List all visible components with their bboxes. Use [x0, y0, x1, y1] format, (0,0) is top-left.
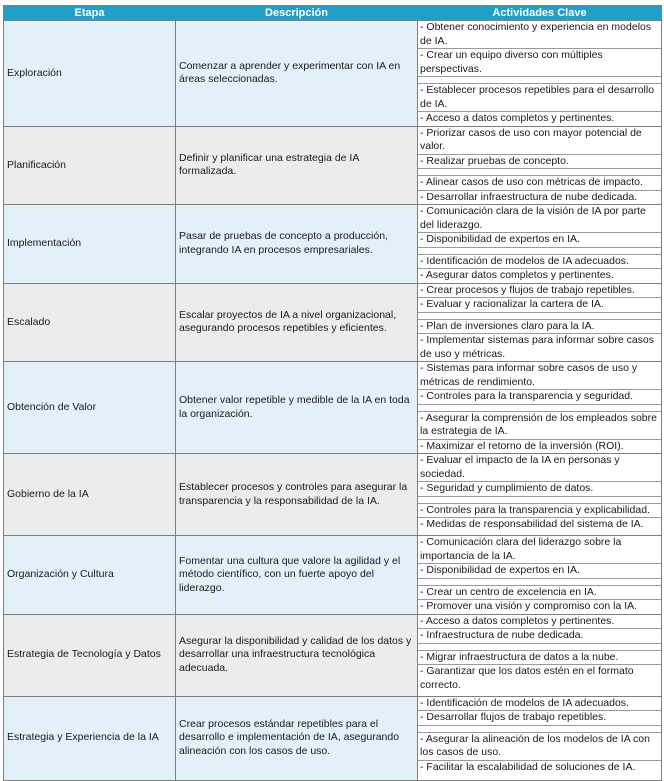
description-cell: Asegurar la disponibilidad y calidad de los datos y desarrollar una infraestructura tecnológica adecuada.: [176, 614, 418, 696]
table-row: [4, 126, 662, 205]
description-cell: Comenzar a aprender y experimentar con IA en áreas seleccionadas.: [176, 21, 418, 127]
activity-item: - Alinear casos de uso con métricas de impacto.: [418, 176, 661, 191]
activity-item: - Implementar sistemas para informar sobre casos de uso y métricas.: [420, 334, 654, 360]
table-row: [4, 614, 662, 696]
activity-item: - Desarrollar infraestructura de nube dedicada.: [420, 190, 638, 203]
activity-spacer: [418, 726, 661, 733]
table-row: [4, 536, 662, 615]
activity-spacer: [418, 248, 661, 255]
activity-item: - Acceso a datos completos y pertinentes.: [420, 112, 615, 124]
activity-item: - Identificación de modelos de IA adecuados.: [418, 697, 661, 712]
activity-item: - Desarrollar flujos de trabajo repetibles.: [418, 711, 661, 726]
activity-item: - Promover una visión y compromiso con la IA.: [420, 600, 638, 612]
activities-cell: [418, 21, 662, 127]
activity-item: - Maximizar el retorno de la inversión (ROI).: [420, 439, 624, 452]
description-cell: Establecer procesos y controles para asegurar la transparencia y la responsabilidad de la IA.: [176, 454, 418, 536]
activity-spacer: [418, 497, 661, 504]
activity-item: - Obtener conocimiento y experiencia en modelos de IA.: [418, 21, 661, 49]
activity-spacer: [418, 644, 661, 651]
activity-item: - Comunicación clara de la visión de IA por parte del liderazgo.: [418, 205, 661, 233]
stage-cell: Planificación: [4, 126, 176, 205]
activities-cell: [418, 362, 662, 454]
stage-cell: Gobierno de la IA: [4, 454, 176, 536]
activity-spacer: [418, 405, 661, 412]
activity-item: - Medidas de responsabilidad del sistema de IA.: [420, 518, 644, 530]
description-cell: Escalar proyectos de IA a nivel organizacional, asegurando procesos repetibles y eficientes.: [176, 283, 418, 362]
activity-item: - Sistemas para informar sobre casos de uso y métricas de rendimiento.: [418, 362, 661, 390]
activity-item: - Facilitar la escalabilidad de soluciones de IA.: [420, 760, 636, 773]
stage-cell: Estrategia de Tecnología y Datos: [4, 614, 176, 696]
activities-cell: [418, 126, 662, 205]
activity-item: - Migrar infraestructura de datos a la nube.: [418, 651, 661, 666]
description-cell: Crear procesos estándar repetibles para el desarrollo e implementación de IA, asegurando alineación con los casos de uso.: [176, 696, 418, 780]
stages-table: [3, 5, 662, 781]
table-row: [4, 454, 662, 536]
activity-item: - Evaluar el impacto de la IA en personas y sociedad.: [418, 454, 661, 482]
description-cell: Obtener valor repetible y medible de la IA en toda la organización.: [176, 362, 418, 454]
activity-item: - Establecer procesos repetibles para el desarrollo de IA.: [418, 84, 661, 112]
table-row: [4, 21, 662, 127]
activity-item: - Realizar pruebas de concepto.: [418, 155, 661, 170]
activities-cell: [418, 205, 662, 284]
table-row: [4, 362, 662, 454]
activity-item: - Controles para la transparencia y seguridad.: [418, 390, 661, 405]
activities-cell: [418, 283, 662, 362]
activity-spacer: [418, 169, 661, 176]
description-cell: Fomentar una cultura que valore la agilidad y el método científico, con un fuerte apoyo del liderazgo.: [176, 536, 418, 615]
stage-cell: Escalado: [4, 283, 176, 362]
description-cell: Definir y planificar una estrategia de IA formalizada.: [176, 126, 418, 205]
activity-item: - Garantizar que los datos estén en el formato correcto.: [420, 665, 634, 691]
table-row: [4, 283, 662, 362]
activity-item: - Crear un equipo diverso con múltiples perspectivas.: [418, 49, 661, 77]
header-stage: Etapa: [4, 6, 176, 21]
table-row: [4, 205, 662, 284]
header-description: Descripción: [176, 6, 418, 21]
description-cell: Pasar de pruebas de concepto a producción, integrando IA en procesos empresariales.: [176, 205, 418, 284]
activity-item: - Crear un centro de excelencia en IA.: [418, 586, 661, 601]
table-row: [4, 696, 662, 780]
activities-cell: [418, 454, 662, 536]
activity-spacer: [418, 77, 661, 84]
activities-cell: [418, 536, 662, 615]
activities-cell: [418, 696, 662, 780]
activity-item: - Asegurar la alineación de los modelos de IA con los casos de uso.: [418, 733, 661, 761]
activity-item: - Disponibilidad de expertos en IA.: [418, 233, 661, 248]
activity-item: - Comunicación clara del liderazgo sobre la importancia de la IA.: [418, 536, 661, 564]
activity-item: - Plan de inversiones claro para la IA.: [418, 320, 661, 335]
activities-cell: [418, 614, 662, 696]
activity-item: - Identificación de modelos de IA adecuados.: [418, 255, 661, 270]
activity-item: - Acceso a datos completos y pertinentes.: [418, 615, 661, 630]
activity-spacer: [418, 313, 661, 320]
header-row: [4, 6, 662, 21]
stage-cell: Exploración: [4, 21, 176, 127]
activity-item: - Controles para la transparencia y explicabilidad.: [418, 504, 661, 519]
activity-item: - Priorizar casos de uso con mayor potencial de valor.: [418, 127, 661, 155]
activity-item: - Evaluar y racionalizar la cartera de IA.: [418, 298, 661, 313]
stage-cell: Implementación: [4, 205, 176, 284]
header-activities: Actividades Clave: [418, 6, 662, 21]
stage-cell: Organización y Cultura: [4, 536, 176, 615]
activity-item: - Infraestructura de nube dedicada.: [418, 629, 661, 644]
activity-item: - Asegurar datos completos y pertinentes.: [420, 269, 614, 281]
activity-item: - Asegurar la comprensión de los empleados sobre la estrategia de IA.: [418, 412, 661, 440]
activity-item: - Crear procesos y flujos de trabajo repetibles.: [418, 284, 661, 299]
activity-item: - Disponibilidad de expertos en IA.: [418, 564, 661, 579]
activity-spacer: [418, 579, 661, 586]
stage-cell: Estrategia y Experiencia de la IA: [4, 696, 176, 780]
stage-cell: Obtención de Valor: [4, 362, 176, 454]
activity-item: - Seguridad y cumplimiento de datos.: [418, 482, 661, 497]
